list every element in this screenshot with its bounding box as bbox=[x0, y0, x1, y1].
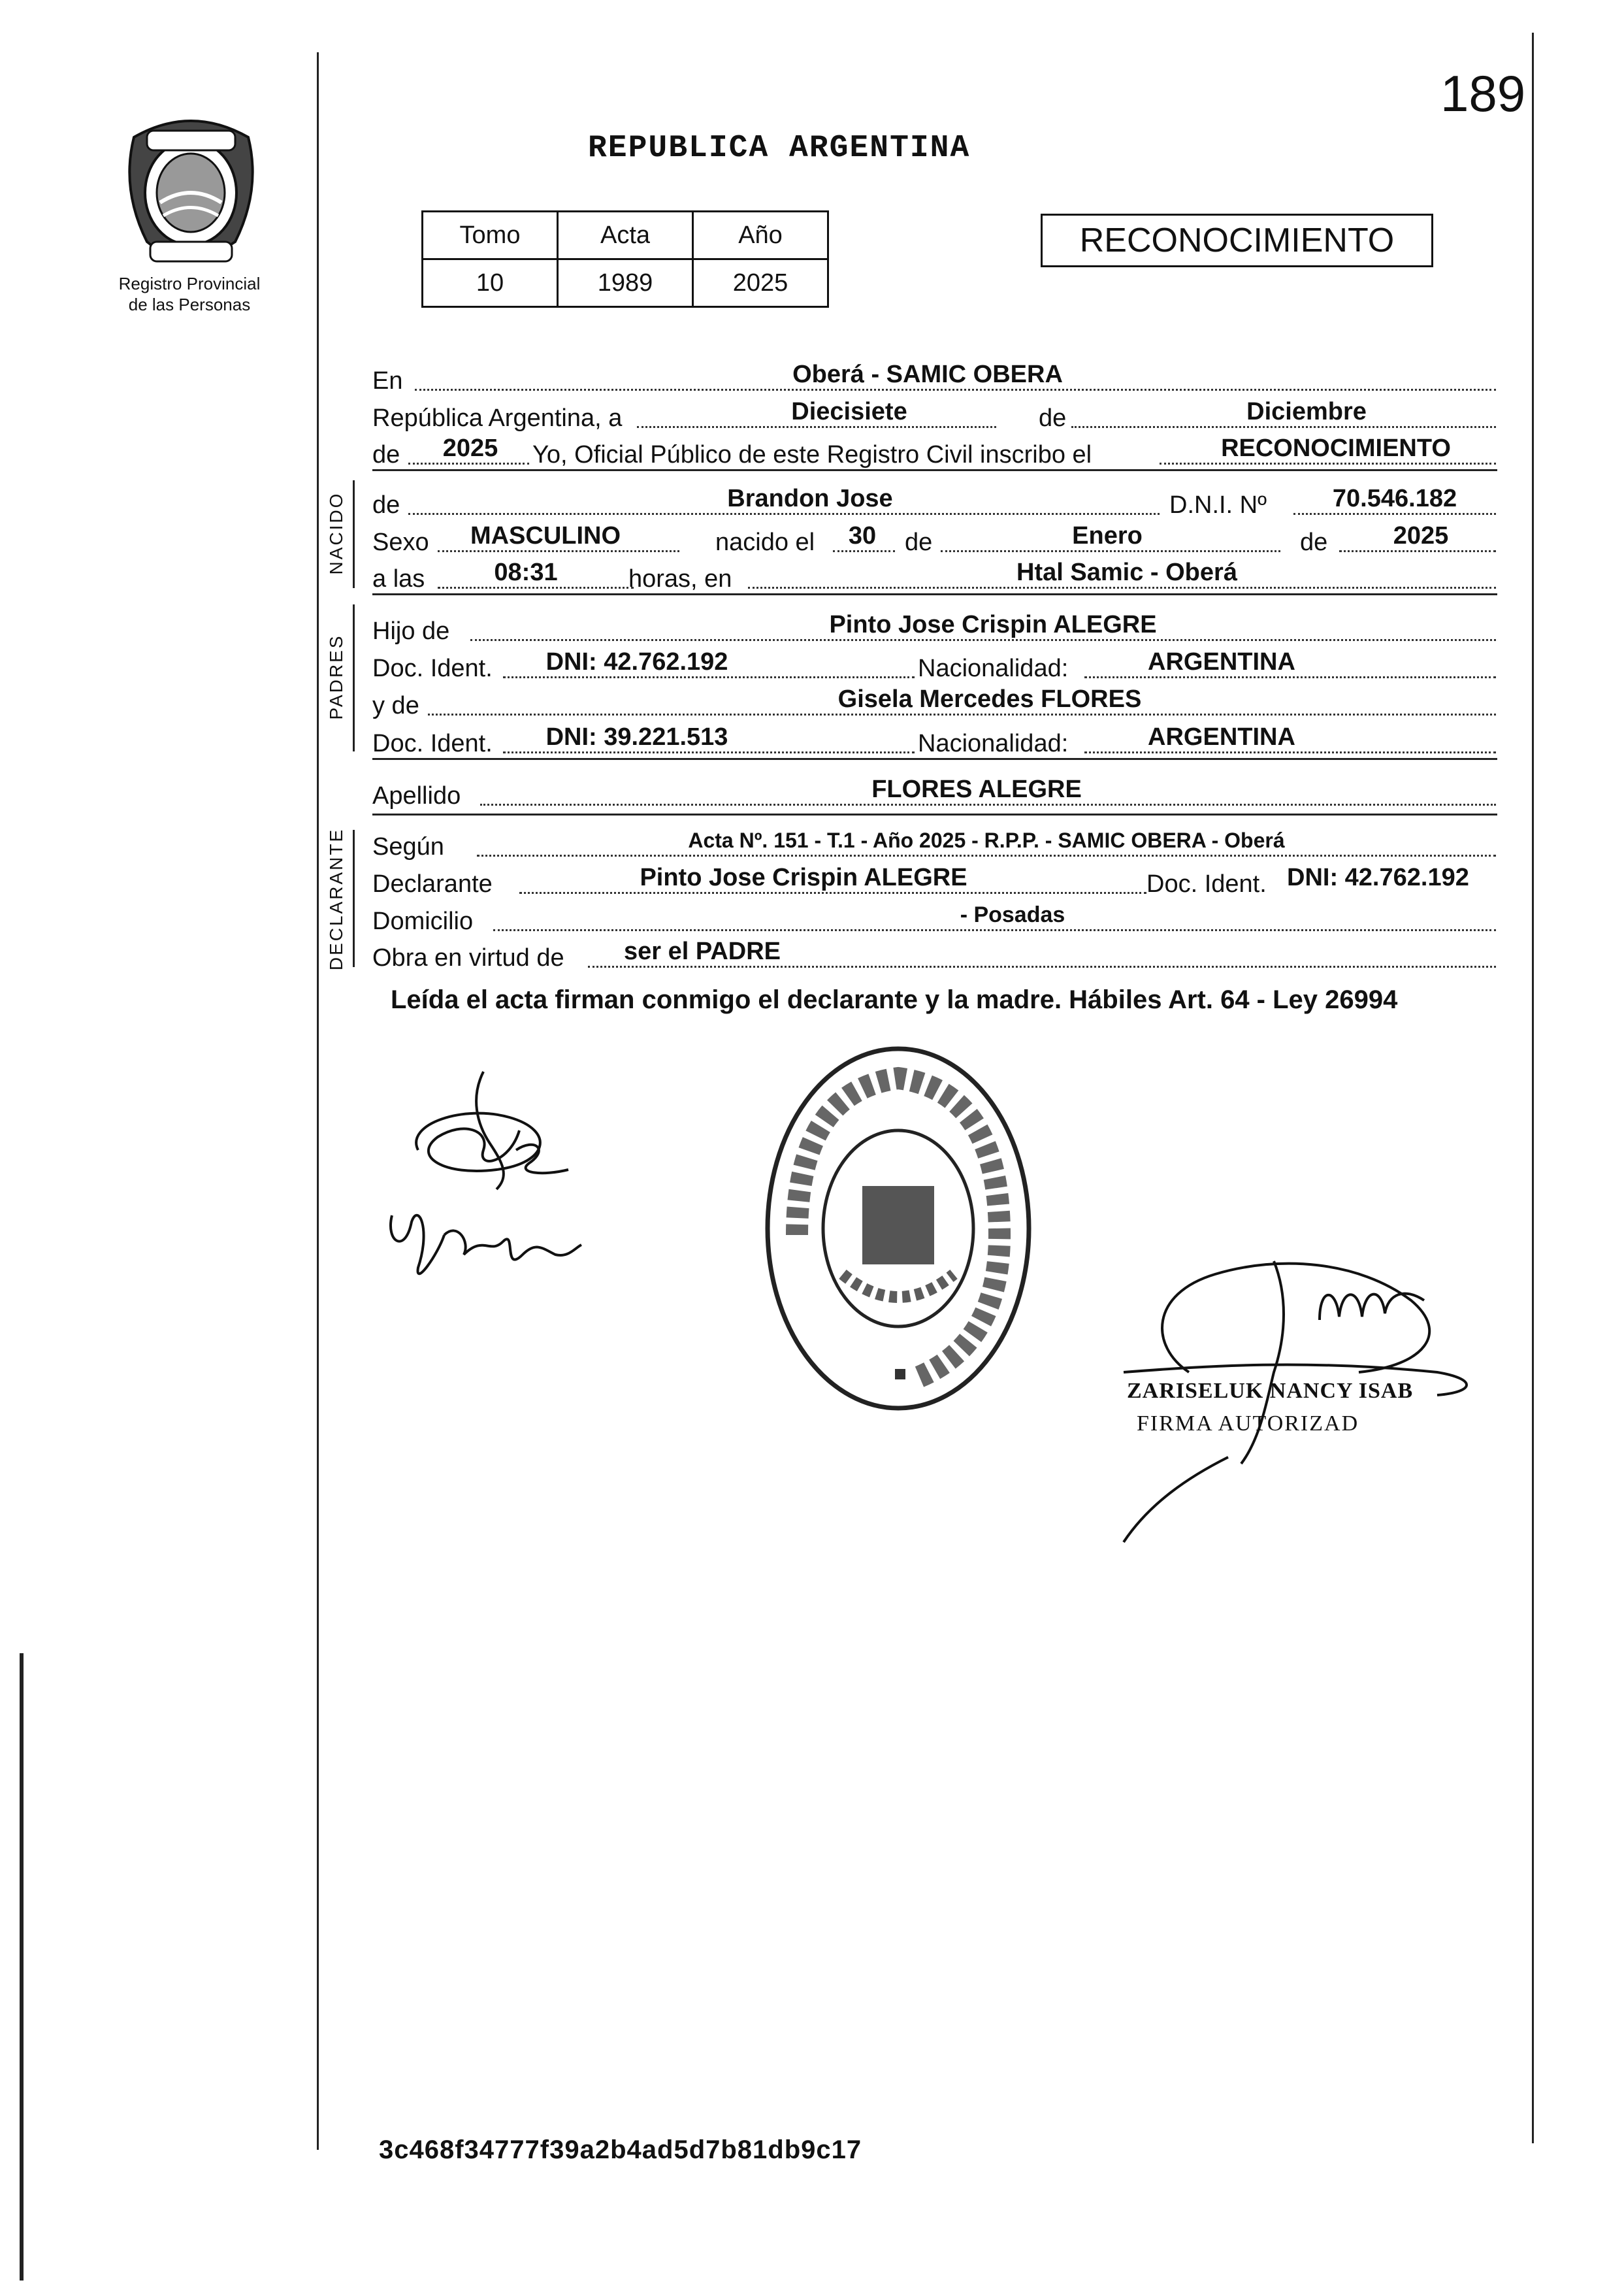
label-mother-doc: Doc. Ident. bbox=[372, 730, 493, 757]
value-en: Oberá - SAMIC OBERA bbox=[792, 361, 1063, 388]
official-stamp bbox=[758, 1039, 1039, 1418]
label-nacido-de: de bbox=[372, 491, 400, 519]
registry-table-value-row bbox=[423, 259, 828, 307]
label-a-las: a las bbox=[372, 565, 425, 593]
label-oficial: Yo, Oficial Público de este Registro Civil inscribo el bbox=[532, 441, 1092, 469]
registry-table-header-row bbox=[423, 212, 828, 259]
row-domicilio bbox=[372, 903, 1497, 940]
document-title: REPUBLICA ARGENTINA bbox=[588, 131, 971, 166]
label-en: En bbox=[372, 367, 403, 395]
value-birth-year: 2025 bbox=[1393, 522, 1449, 550]
label-horas-en: horas, en bbox=[628, 565, 732, 593]
label-y-de: y de bbox=[372, 692, 419, 719]
label-segun: Según bbox=[372, 833, 444, 861]
label-hijo-de: Hijo de bbox=[372, 618, 450, 645]
registry-caption bbox=[91, 273, 287, 315]
value-father-doc: DNI: 42.762.192 bbox=[545, 648, 728, 676]
value-sexo: MASCULINO bbox=[470, 522, 621, 550]
section-divider-3 bbox=[372, 758, 1497, 760]
left-margin-line bbox=[317, 52, 319, 2150]
label-sexo: Sexo bbox=[372, 529, 429, 556]
value-apellido: FLORES ALEGRE bbox=[871, 776, 1082, 803]
value-child-name: Brandon Jose bbox=[727, 485, 893, 512]
table-header-tomo: Tomo bbox=[423, 212, 558, 259]
label-declarante-doc: Doc. Ident. bbox=[1146, 870, 1267, 898]
section-label-nacido: NACIDO bbox=[326, 491, 346, 575]
table-header-anio: Año bbox=[693, 212, 828, 259]
label-mother-nationality: Nacionalidad: bbox=[918, 730, 1069, 757]
value-month: Diciembre bbox=[1246, 398, 1367, 425]
row-a-las bbox=[372, 561, 1497, 597]
value-birth-month: Enero bbox=[1072, 522, 1143, 550]
label-declarante: Declarante bbox=[372, 870, 493, 898]
declarant-signature bbox=[379, 1059, 601, 1307]
registry-caption-line2: de las Personas bbox=[128, 295, 251, 314]
value-child-dni: 70.546.182 bbox=[1332, 485, 1457, 512]
page-number: 189 bbox=[1440, 65, 1526, 122]
section-label-padres: PADRES bbox=[326, 634, 346, 720]
value-declarante-doc: DNI: 42.762.192 bbox=[1287, 864, 1469, 891]
section-label-declarante: DECLARANTE bbox=[326, 827, 346, 971]
row-apellido bbox=[372, 778, 1497, 814]
value-mother-nationality: ARGENTINA bbox=[1148, 723, 1295, 751]
value-mother-doc: DNI: 39.221.513 bbox=[545, 723, 728, 751]
declarante-bracket bbox=[353, 830, 355, 967]
label-nacido-el: nacido el bbox=[715, 529, 815, 556]
section-divider-2 bbox=[372, 593, 1497, 595]
section-divider-1 bbox=[372, 469, 1497, 471]
label-de-birth-year: de bbox=[1300, 529, 1328, 556]
value-day: Diecisiete bbox=[791, 398, 907, 425]
right-margin-line bbox=[1532, 33, 1534, 2143]
value-mother-name: Gisela Mercedes FLORES bbox=[837, 685, 1142, 713]
value-birth-place: Htal Samic - Oberá bbox=[1016, 559, 1237, 586]
registry-caption-line1: Registro Provincial bbox=[118, 274, 261, 293]
row-year bbox=[372, 436, 1497, 473]
label-father-doc: Doc. Ident. bbox=[372, 655, 493, 682]
officer-name-stamp: ZARISELUK NANCY ISAB bbox=[1127, 1379, 1414, 1403]
document-type-box: RECONOCIMIENTO bbox=[1041, 214, 1433, 267]
padres-bracket bbox=[353, 604, 355, 751]
nacido-bracket bbox=[353, 480, 355, 588]
value-birth-day: 30 bbox=[848, 522, 877, 550]
scan-edge-line bbox=[20, 1653, 24, 2281]
value-inscribo: RECONOCIMIENTO bbox=[1221, 435, 1451, 462]
table-value-tomo: 10 bbox=[423, 259, 558, 307]
label-domicilio: Domicilio bbox=[372, 908, 474, 935]
officer-role-stamp: FIRMA AUTORIZAD bbox=[1137, 1411, 1359, 1436]
value-father-name: Pinto Jose Crispin ALEGRE bbox=[829, 611, 1157, 638]
table-header-acta: Acta bbox=[558, 212, 693, 259]
label-republica: República Argentina, a bbox=[372, 404, 623, 432]
registry-table bbox=[421, 210, 829, 308]
label-de-year: de bbox=[372, 441, 400, 469]
value-segun: Acta Nº. 151 - T.1 - Año 2025 - R.P.P. - SAMIC OBERA - Oberá bbox=[688, 829, 1285, 852]
value-year: 2025 bbox=[442, 435, 498, 462]
value-father-nationality: ARGENTINA bbox=[1148, 648, 1295, 676]
table-value-acta: 1989 bbox=[558, 259, 693, 307]
value-birth-time: 08:31 bbox=[494, 559, 558, 586]
section-divider-4 bbox=[372, 814, 1497, 815]
value-domicilio: - Posadas bbox=[960, 902, 1065, 927]
document-hash: 3c468f34777f39a2b4ad5d7b81db9c17 bbox=[379, 2135, 862, 2164]
row-mother-doc bbox=[372, 725, 1497, 762]
row-obra bbox=[372, 940, 1497, 976]
table-value-anio: 2025 bbox=[693, 259, 828, 307]
label-father-nationality: Nacionalidad: bbox=[918, 655, 1069, 682]
closing-note: Leída el acta firman conmigo el declarante y la madre. Hábiles Art. 64 - Ley 26994 bbox=[391, 985, 1398, 1014]
label-de-birth-month: de bbox=[905, 529, 933, 556]
misiones-coat-of-arms-logo bbox=[121, 111, 261, 274]
label-de-month: de bbox=[1039, 404, 1067, 432]
value-obra: ser el PADRE bbox=[623, 938, 781, 965]
label-dni: D.N.I. Nº bbox=[1169, 491, 1267, 519]
label-apellido: Apellido bbox=[372, 782, 461, 810]
label-obra: Obra en virtud de bbox=[372, 944, 564, 972]
value-declarante: Pinto Jose Crispin ALEGRE bbox=[640, 864, 967, 891]
